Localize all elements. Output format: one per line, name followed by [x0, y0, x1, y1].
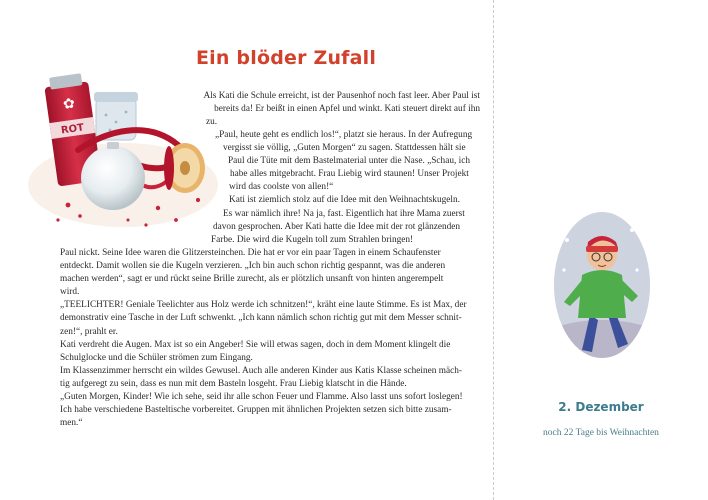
- text-line: „Guten Morgen, Kinder! Wie ich sehe, seid ihr alle schon Feuer und Flamme. Also lasst uns sofort loslegen!: [60, 392, 463, 403]
- text-line: tig aufgeregt zu sein, dass es nun mit dem Basteln losgeht. Frau Liebig klatscht in die Hände.: [60, 378, 407, 389]
- text-line: Paul nickt. Seine Idee waren die Glitzersteinchen. Die hat er vor ein paar Tagen in einem Schaufenster: [60, 248, 441, 258]
- text-line: wird.: [60, 287, 80, 298]
- text-line: Es war nämlich ihre! Na ja, fast. Eigentlich hat ihre Mama zuerst: [223, 208, 465, 219]
- boy-egg-illustration: [552, 210, 652, 360]
- text-line: Kati ist ziemlich stolz auf die Idee mit den Weihnachtskugeln.: [229, 195, 460, 206]
- craft-supplies-illustration: [18, 70, 223, 240]
- text-line: zen!“, prahlt er.: [60, 326, 118, 337]
- paint-tube-label: ROT: [60, 122, 85, 137]
- svg-text:✿: ✿: [62, 96, 76, 113]
- text-line: Ich habe verschiedene Basteltische vorbereitet. Gruppen mit ähnlichen Projekten setzen sich bitte zusam-: [60, 405, 452, 416]
- text-line: Farbe. Die wird die Kugeln toll zum Strahlen bringen!: [211, 234, 414, 245]
- text-line: „TEELICHTER! Geniale Teelichter aus Holz werde ich schnitzen!“, kräht eine laute Stimme. Es ist Max, der: [60, 300, 467, 311]
- text-line: entdeckt. Damit wollen sie die Kugeln verzieren. „Ich bin auch schon richtig gespannt, was die anderen: [60, 261, 446, 272]
- story-paragraph-3: [60, 247, 482, 430]
- calendar-date: 2. Dezember: [558, 400, 644, 414]
- text-line: bereits da! Er beißt in einen Apfel und winkt. Kati steuert direkt auf ihn: [214, 104, 480, 115]
- story-title: Ein blöder Zufall: [196, 47, 377, 69]
- text-line: Kati verdreht die Augen. Max ist so ein Angeber! Sie will etwas sagen, doch in dem Moment klingelt die: [60, 339, 451, 350]
- text-line: machen werden“, sagt er und rückt seine Brille zurecht, als er plötzlich unsanft von hinten angerempelt: [60, 274, 444, 285]
- christmas-countdown: noch 22 Tage bis Weihnachten: [543, 428, 659, 438]
- text-line: vergisst sie völlig, „Guten Morgen“ zu sagen. Stattdessen hält sie: [223, 143, 466, 154]
- story-paragraph-2: [203, 129, 480, 247]
- text-line: Als Kati die Schule erreicht, ist der Pausenhof noch fast leer. Aber Paul ist: [203, 91, 480, 101]
- text-line: Im Klassenzimmer herrscht ein wildes Gewusel. Auch alle anderen Kinder aus Katis Klasse scheinen mäch-: [60, 365, 462, 376]
- text-line: habe alles mitgebracht. Frau Liebig wird staunen! Unser Projekt: [230, 169, 469, 180]
- text-line: Paul die Tüte mit dem Bastelmaterial unter die Nase. „Schau, ich: [228, 156, 470, 167]
- text-line: Schulglocke und die Schüler strömen zum Eingang.: [60, 352, 253, 363]
- text-line: demonstrativ eine Tasche in der Luft schwenkt. „Ich kann nämlich schon richtig gut mit dem Messer schnit-: [60, 313, 462, 324]
- story-paragraph-1: [200, 90, 480, 129]
- text-line: „Paul, heute geht es endlich los!“, platzt sie heraus. In der Aufregung: [215, 130, 473, 140]
- text-line: zu.: [206, 117, 218, 128]
- text-line: wird das coolste von allen!“: [229, 182, 334, 193]
- text-line: men.“: [60, 418, 83, 429]
- text-line: davon gesprochen. Aber Kati hatte die Idee mit der rot glänzenden: [213, 221, 461, 232]
- page-fold-divider: [493, 0, 494, 500]
